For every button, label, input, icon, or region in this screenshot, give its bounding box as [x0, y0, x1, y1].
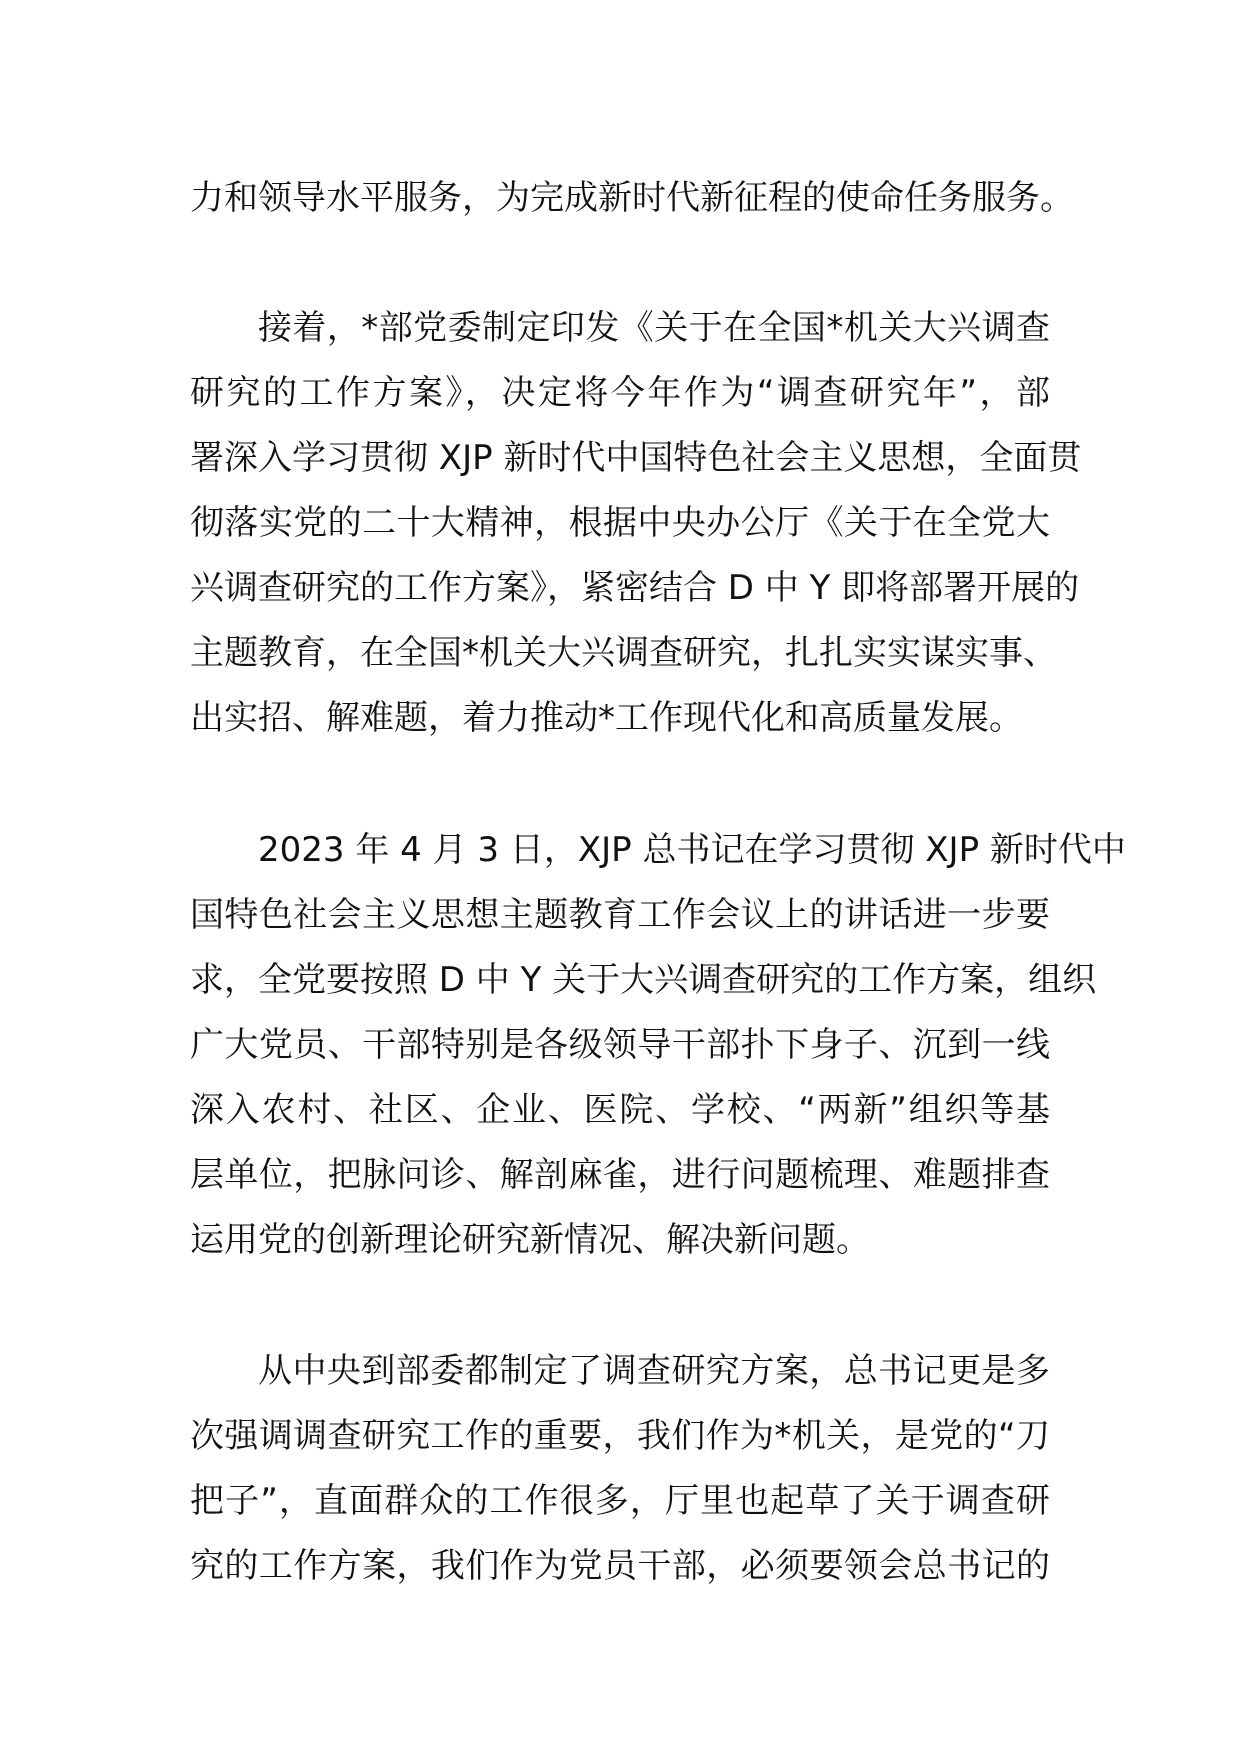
- paragraph-line: 署深入学习贯彻 XJP 新时代中国特色社会主义思想，全面贯: [190, 438, 1082, 478]
- paragraph-line: 出实招、解难题，着力推动*工作现代化和高质量发展。: [190, 698, 1023, 738]
- paragraph-line: 兴调查研究的工作方案》，紧密结合 D 中 Y 即将部署开展的: [190, 568, 1080, 608]
- paragraph-line: 求，全党要按照 D 中 Y 关于大兴调查研究的工作方案，组织: [190, 960, 1097, 1000]
- paragraph-4: [190, 1339, 1050, 1599]
- paragraph-3: [190, 818, 1126, 1273]
- paragraph-line: 2023 年 4 月 3 日，XJP 总书记在学习贯彻 XJP 新时代中: [258, 830, 1126, 870]
- paragraph-line: 运用党的创新理论研究新情况、解决新问题。: [190, 1220, 870, 1260]
- paragraph-2: [190, 296, 1082, 751]
- paragraph-line: 次强调调查研究工作的重要，我们作为*机关，是党的“刀: [190, 1416, 1050, 1456]
- paragraph-line: 研究的工作方案》，决定将今年作为“调查研究年”，部: [190, 373, 1050, 413]
- paragraph-line: 从中央到部委都制定了调查研究方案，总书记更是多: [258, 1351, 1050, 1391]
- paragraph-line: 深入农村、社区、企业、医院、学校、“两新”组织等基: [190, 1090, 1050, 1130]
- paragraph-1: [190, 166, 1074, 231]
- paragraph-line: 究的工作方案，我们作为党员干部，必须要领会总书记的: [190, 1546, 1050, 1586]
- paragraph-line: 广大党员、干部特别是各级领导干部扑下身子、沉到一线: [190, 1025, 1050, 1065]
- paragraph-line: 力和领导水平服务，为完成新时代新征程的使命任务服务。: [190, 178, 1074, 218]
- paragraph-line: 接着，*部党委制定印发《关于在全国*机关大兴调查: [258, 308, 1050, 348]
- paragraph-line: 彻落实党的二十大精神，根据中央办公厅《关于在全党大: [190, 503, 1050, 543]
- paragraph-line: 把子”，直面群众的工作很多，厅里也起草了关于调查研: [190, 1481, 1050, 1521]
- paragraph-line: 主题教育，在全国*机关大兴调查研究，扎扎实实谋实事、: [190, 633, 1057, 673]
- paragraph-line: 层单位，把脉问诊、解剖麻雀，进行问题梳理、难题排查: [190, 1155, 1050, 1195]
- paragraph-line: 国特色社会主义思想主题教育工作会议上的讲话进一步要: [190, 895, 1050, 935]
